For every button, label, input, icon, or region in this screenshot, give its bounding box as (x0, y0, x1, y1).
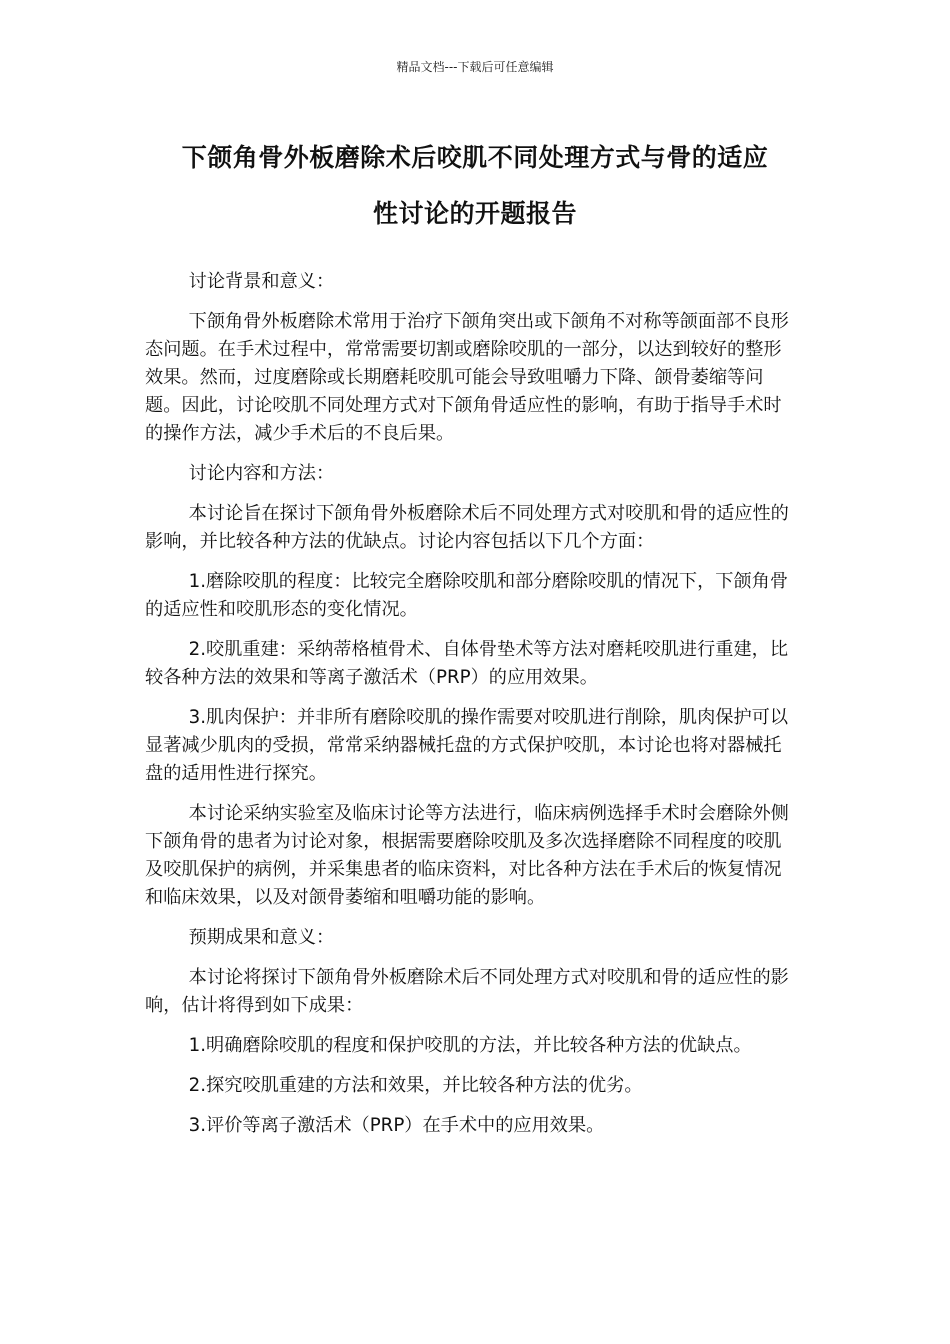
page-header: 精品文档---下载后可任意编辑 (396, 60, 554, 74)
method-paragraph: 本讨论采纳实验室及临床讨论等方法进行，临床病例选择手术时会磨除外侧下颌角骨的患者为讨论对象，根据需要磨除咬肌及多次选择磨除不同程度的咬肌及咬肌保护的病例，并采集患者的临床资料，对比各种方法在手术后的恢复情况和临床效果，以及对颌骨萎缩和咀嚼功能的影响。 (145, 803, 789, 908)
background-heading: 讨论背景和意义： (188, 271, 335, 292)
document-title (140, 130, 810, 242)
results-item-1: 1.明确磨除咬肌的程度和保护咬肌的方法，并比较各种方法的优缺点。 (188, 1035, 752, 1056)
title-line-2: 性讨论的开题报告 (372, 199, 577, 228)
results-item-2: 2.探究咬肌重建的方法和效果，并比较各种方法的优劣。 (188, 1075, 643, 1096)
content-item-3: 3.肌肉保护：并非所有磨除咬肌的操作需要对咬肌进行削除，肌肉保护可以显著减少肌肉的受损，常常采纳器械托盘的方式保护咬肌，本讨论也将对器械托盘的适用性进行探究。 (145, 707, 789, 784)
title-line-1: 下颌角骨外板磨除术后咬肌不同处理方式与骨的适应 (181, 143, 769, 172)
content-heading: 讨论内容和方法： (188, 463, 335, 484)
content-item-1: 1.磨除咬肌的程度：比较完全磨除咬肌和部分磨除咬肌的情况下，下颌角骨的适应性和咬肌形态的变化情况。 (145, 571, 789, 620)
document-body (145, 268, 795, 1152)
results-intro-paragraph: 本讨论将探讨下颌角骨外板磨除术后不同处理方式对咬肌和骨的适应性的影响，估计将得到如下成果： (145, 967, 789, 1016)
results-heading: 预期成果和意义： (188, 927, 335, 948)
background-paragraph: 下颌角骨外板磨除术常用于治疗下颌角突出或下颌角不对称等颌面部不良形态问题。在手术过程中，常常需要切割或磨除咬肌的一部分，以达到较好的整形效果。然而，过度磨除或长期磨耗咬肌可能会导致咀嚼力下降、颌骨萎缩等问题。因此，讨论咬肌不同处理方式对下颌角骨适应性的影响，有助于指导手术时的操作方法，减少手术后的不良后果。 (145, 311, 789, 444)
content-item-2: 2.咬肌重建：采纳蒂格植骨术、自体骨垫术等方法对磨耗咬肌进行重建，比较各种方法的效果和等离子激活术（PRP）的应用效果。 (145, 639, 789, 688)
results-item-3: 3.评价等离子激活术（PRP）在手术中的应用效果。 (188, 1115, 605, 1136)
content-intro-paragraph: 本讨论旨在探讨下颌角骨外板磨除术后不同处理方式对咬肌和骨的适应性的影响，并比较各种方法的优缺点。讨论内容包括以下几个方面： (145, 503, 789, 552)
